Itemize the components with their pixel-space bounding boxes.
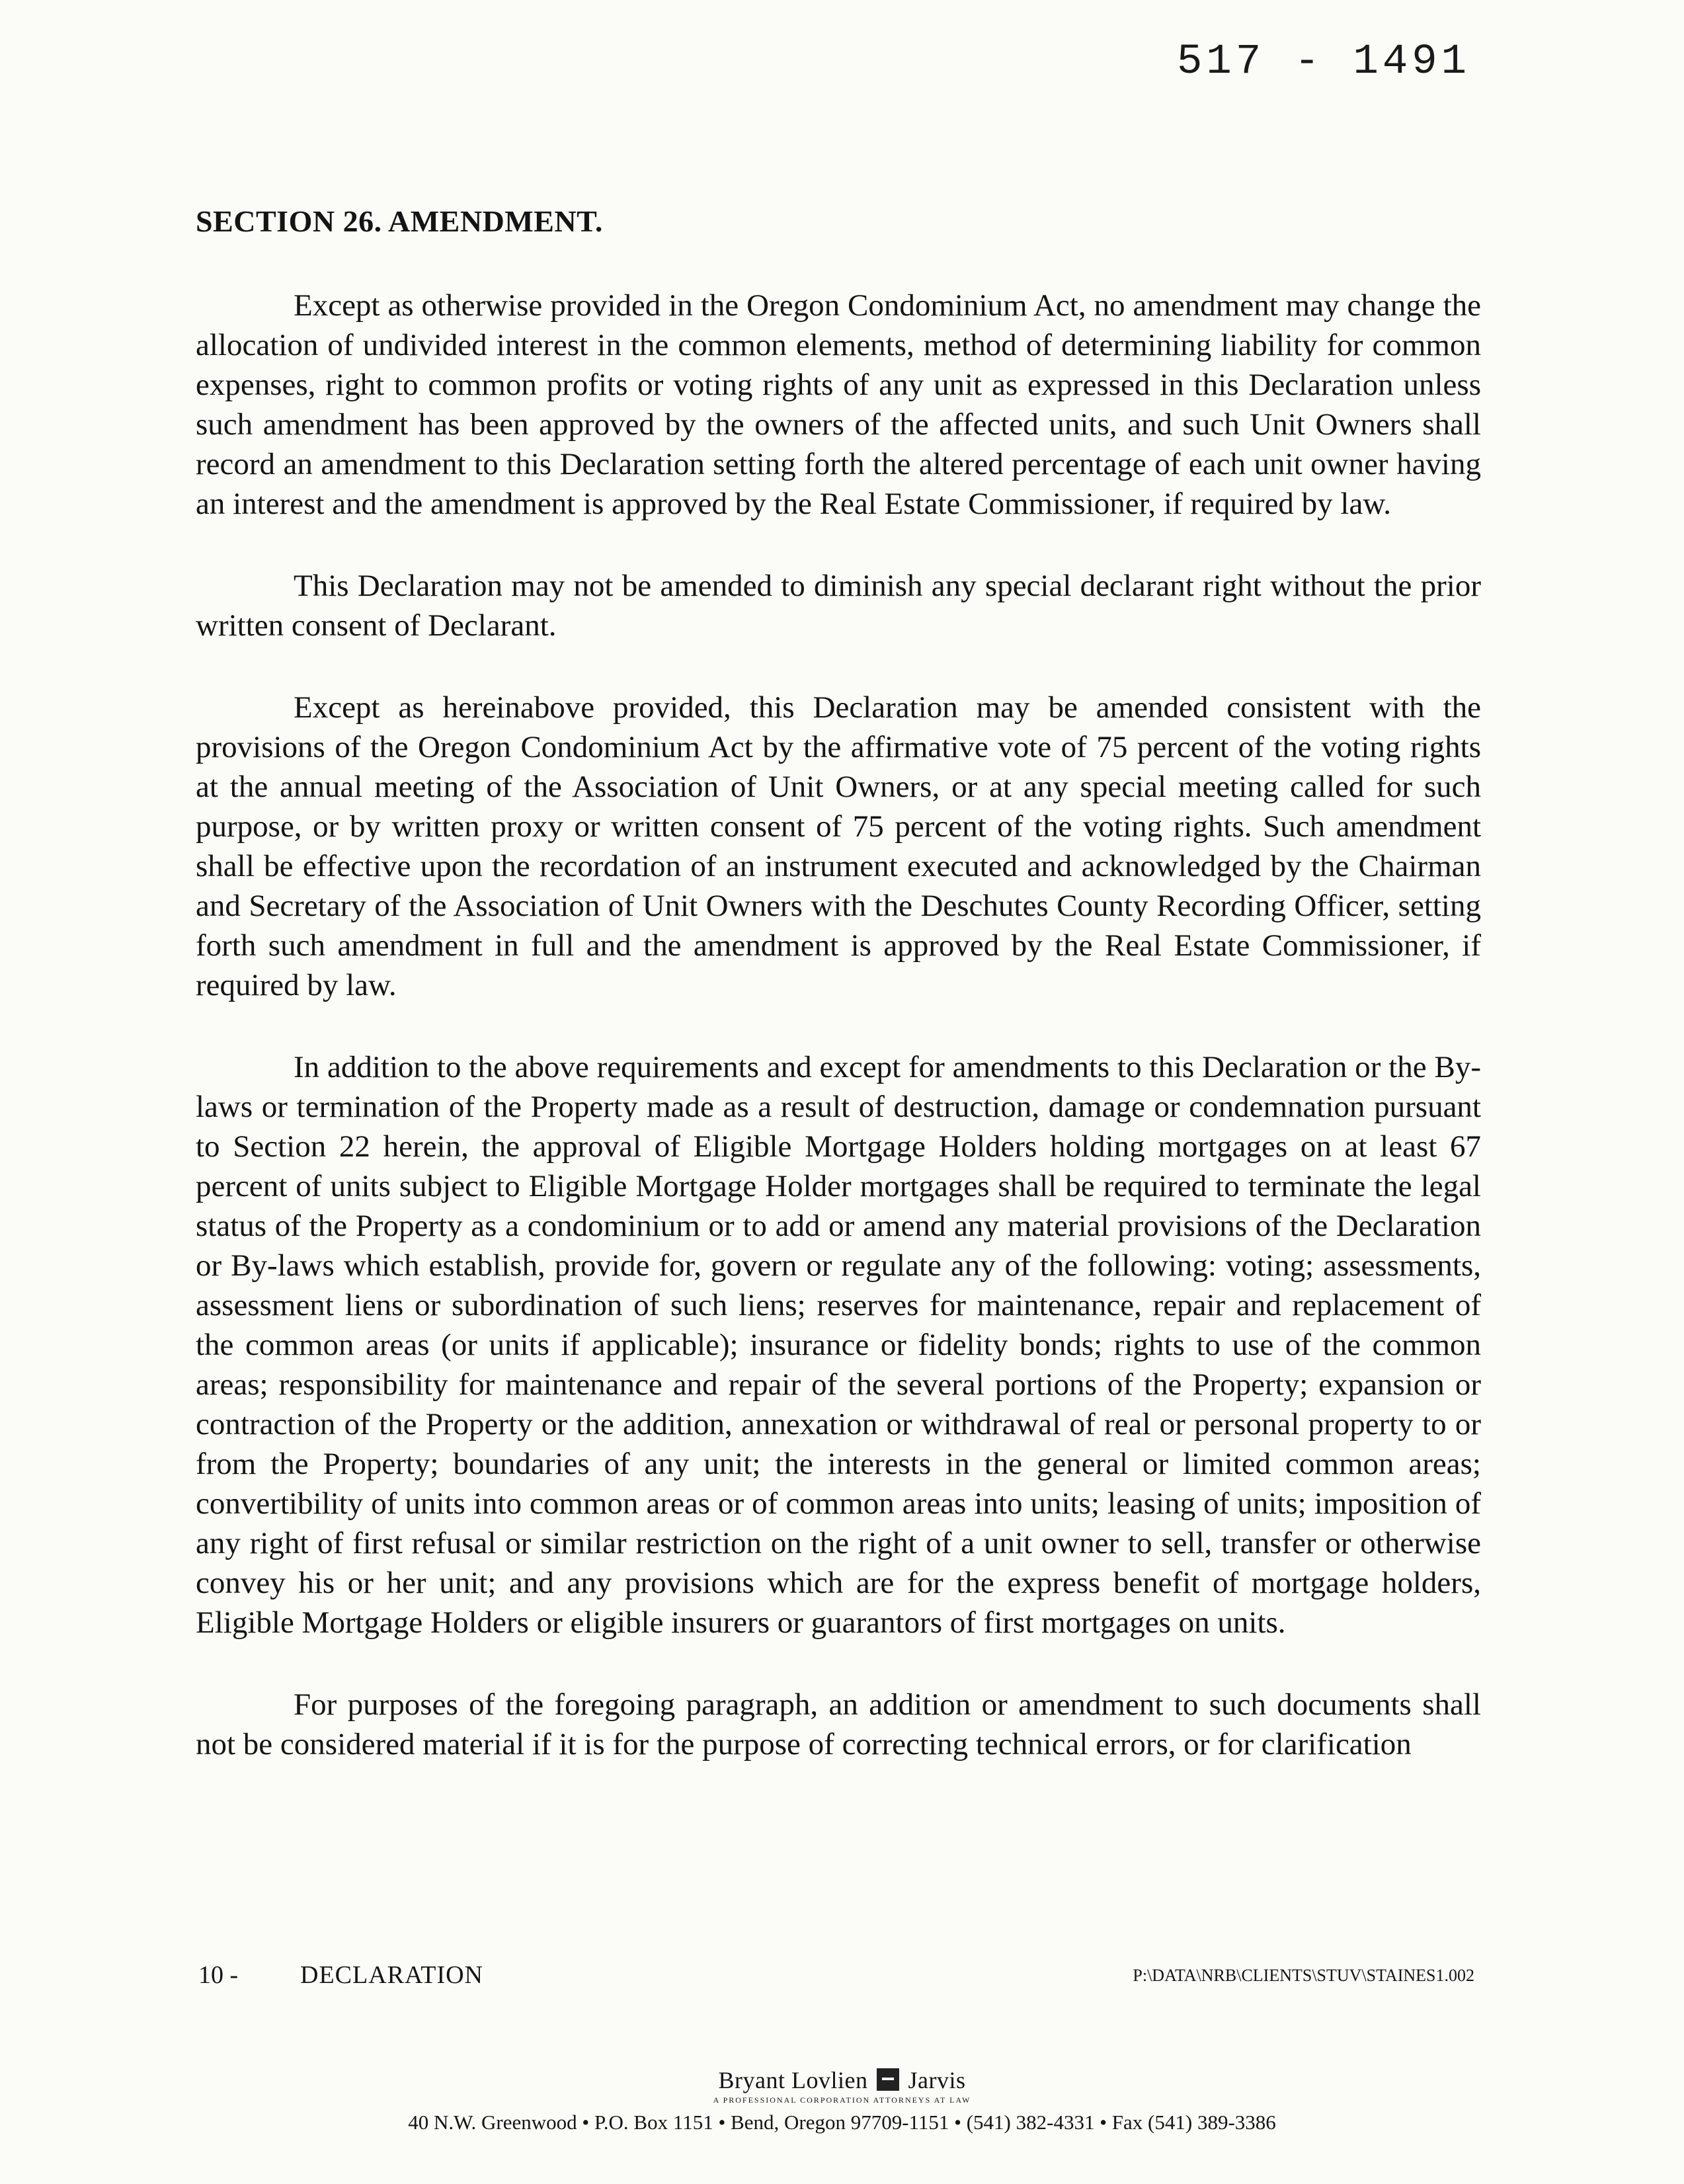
footer-file-path: P:\DATA\NRB\CLIENTS\STUV\STAINES1.002 xyxy=(1133,1966,1474,1985)
paragraph-1: Except as otherwise provided in the Oregon Condominium Act, no amendment may change the allocation of undivided interest in the common elements, method of determining liability for common expenses, right to common profits or voting rights of any unit as expressed in this Declaration unless such amendment has been approved by the owners of the affected units, and such Unit Owners shall record an amendment to this Declaration setting forth the altered percentage of each unit owner having an interest and the amendment is approved by the Real Estate Commissioner, if required by law. xyxy=(196,288,1481,521)
firm-name xyxy=(0,2066,1684,2094)
section-title: SECTION 26. AMENDMENT. xyxy=(196,204,603,238)
paragraph-5: For purposes of the foregoing paragraph, an addition or amendment to such documents shall not be considered material if it is for the purpose of correcting technical errors, or for clarification xyxy=(196,1687,1481,1761)
paragraph-2: This Declaration may not be amended to diminish any special declarant right without the prior written consent of Declarant. xyxy=(196,569,1481,643)
paragraph-3: Except as hereinabove provided, this Declaration may be amended consistent with the provisions of the Oregon Condominium Act by the affirmative vote of 75 percent of the voting rights at the annual meeting of the Association of Unit Owners, or at any special meeting called for such purpose, or by written proxy or written consent of 75 percent of the voting rights. Such amendment shall be effective upon the recordation of an instrument executed and acknowledged by the Chairman and Secretary of the Association of Unit Owners with the Deschutes County Recording Officer, setting forth such amendment in full and the amendment is approved by the Real Estate Commissioner, if required by law. xyxy=(196,690,1481,1002)
recording-page-number: 517 - 1491 xyxy=(1177,38,1471,86)
law-firm-letterhead xyxy=(0,2066,1684,2134)
firm-subtitle: A PROFESSIONAL CORPORATION ATTORNEYS AT LAW xyxy=(713,2095,971,2105)
firm-address: 40 N.W. Greenwood • P.O. Box 1151 • Bend, Oregon 97709-1151 • (541) 382-4331 • Fax (541) 389-3386 xyxy=(408,2111,1276,2134)
page-footer xyxy=(198,1961,1474,2000)
firm-name-right: Jarvis xyxy=(908,2067,966,2093)
footer-document-title: DECLARATION xyxy=(300,1961,483,1989)
document-body xyxy=(196,286,1481,1806)
footer-page-number: 10 - xyxy=(198,1961,239,1989)
firm-name-left: Bryant Lovlien xyxy=(718,2067,868,2093)
firm-logo-icon xyxy=(877,2068,899,2091)
paragraph-4: In addition to the above requirements and except for amendments to this Declaration or the By-laws or termination of the Property made as a result of destruction, damage or condemnation pursuant to Section 22 herein, the approval of Eligible Mortgage Holders holding mortgages on at least 67 percent of units subject to Eligible Mortgage Holder mortgages shall be required to terminate the legal status of the Property as a condominium or to add or amend any material provisions of the Declaration or By-laws which establish, provide for, govern or regulate any of the following: voting; assessments, assessment liens or subordination of such liens; reserves for maintenance, repair and replacement of the common areas (or units if applicable); insurance or fidelity bonds; rights to use of the common areas; responsibility for maintenance and repair of the several portions of the Property; expansion or contraction of the Property or the addition, annexation or withdrawal of real or personal property to or from the Property; boundaries of any unit; the interests in the general or limited common areas; convertibility of units into common areas or of common areas into units; leasing of units; imposition of any right of first refusal or similar restriction on the right of a unit owner to sell, transfer or otherwise convey his or her unit; and any provisions which are for the express benefit of mortgage holders, Eligible Mortgage Holders or eligible insurers or guarantors of first mortgages on units. xyxy=(196,1050,1481,1640)
